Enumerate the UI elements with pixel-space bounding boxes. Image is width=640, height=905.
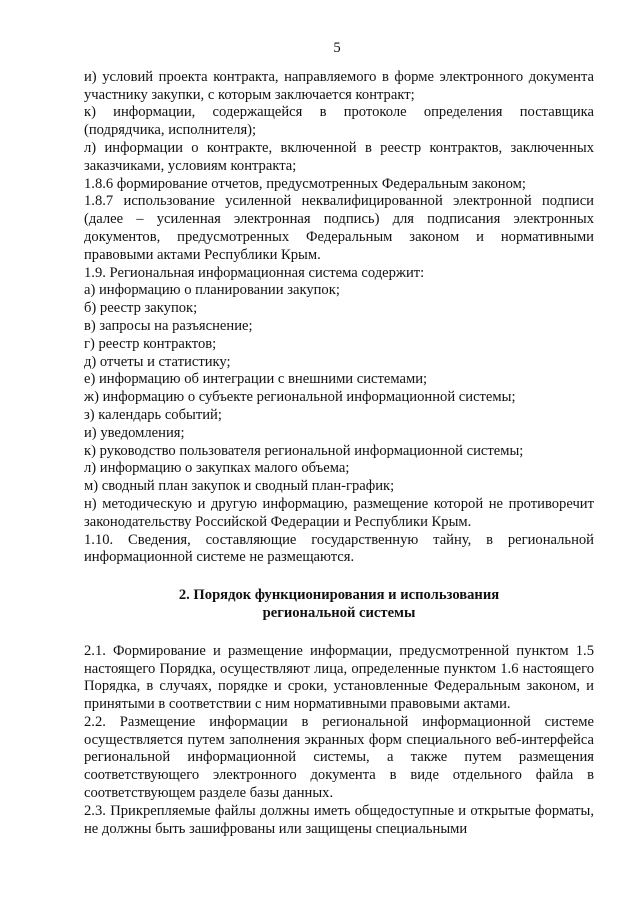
clause-1-9-item: л) информацию о закупках малого объема; — [84, 460, 350, 477]
clause-2-2: 2.2. Размещение информации в региональной информационной системе осуществляется путем заполнения экранных форм специального веб-интерфейса региональной информационной системы, а также путем размещения соответствующего электронного документа в виде отдельного файла в соответствующем разделе базы данных. — [84, 713, 594, 802]
section-heading-line2: региональной системы — [262, 604, 416, 621]
section-heading — [84, 587, 594, 623]
list-item-l: л) информации о контракте, включенной в реестр контрактов, заключенных заказчиками, условиям контракта; — [84, 139, 594, 174]
clause-1-9-item: д) отчеты и статистику; — [84, 353, 231, 370]
clause-1-9-intro: 1.9. Региональная информационная система содержит: — [84, 264, 425, 281]
clause-1-10: 1.10. Сведения, составляющие государственную тайну, в региональной информационной системе не размещаются. — [84, 531, 594, 566]
clause-2-3: 2.3. Прикрепляемые файлы должны иметь общедоступные и открытые форматы, не должны быть зашифрованы или защищены специальными — [84, 802, 594, 837]
clause-1-9-item: г) реестр контрактов; — [84, 335, 217, 352]
list-item-i: и) условий проекта контракта, направляемого в форме электронного документа участнику закупки, с которым заключается контракт; — [84, 68, 594, 103]
page-number: 5 — [333, 40, 341, 56]
clause-1-9-item: з) календарь событий; — [84, 406, 222, 423]
clause-1-9-item: н) методическую и другую информацию, размещение которой не противоречит законодательству Российской Федерации и Республики Крым. — [84, 495, 594, 530]
clause-1-9-item: к) руководство пользователя региональной информационной системы; — [84, 442, 524, 459]
section-heading-line1: 2. Порядок функционирования и использования — [178, 587, 500, 604]
clause-1-9-item: и) уведомления; — [84, 424, 185, 441]
clause-1-9-item: а) информацию о планировании закупок; — [84, 282, 340, 299]
clause-1-8-6: 1.8.6 формирование отчетов, предусмотренных Федеральным законом; — [84, 175, 526, 192]
clause-1-9-item: м) сводный план закупок и сводный план-график; — [84, 478, 395, 495]
clause-1-9-item: б) реестр закупок; — [84, 300, 198, 317]
clause-1-8-7: 1.8.7 использование усиленной неквалифицированной электронной подписи (далее – усиленная электронная подпись) для подписания электронных документов, предусмотренных Федеральным законом и нормативными правовыми актами Республики Крым. — [84, 193, 594, 263]
clause-2-1: 2.1. Формирование и размещение информации, предусмотренной пунктом 1.5 настоящего Порядка, осуществляют лица, определенные пунктом 1.6 настоящего Порядка, в случаях, порядке и сроки, установленные Федеральным законом, и принятыми в соответствии с ним нормативными правовыми актами. — [84, 642, 594, 713]
clause-1-9-item: в) запросы на разъяснение; — [84, 317, 253, 334]
clause-1-9-item: ж) информацию о субъекте региональной информационной системы; — [84, 389, 516, 406]
document-page — [84, 40, 594, 838]
list-item-k: к) информации, содержащейся в протоколе определения поставщика (подрядчика, исполнителя); — [84, 104, 594, 139]
clause-1-9-item: е) информацию об интеграции с внешними системами; — [84, 371, 428, 388]
